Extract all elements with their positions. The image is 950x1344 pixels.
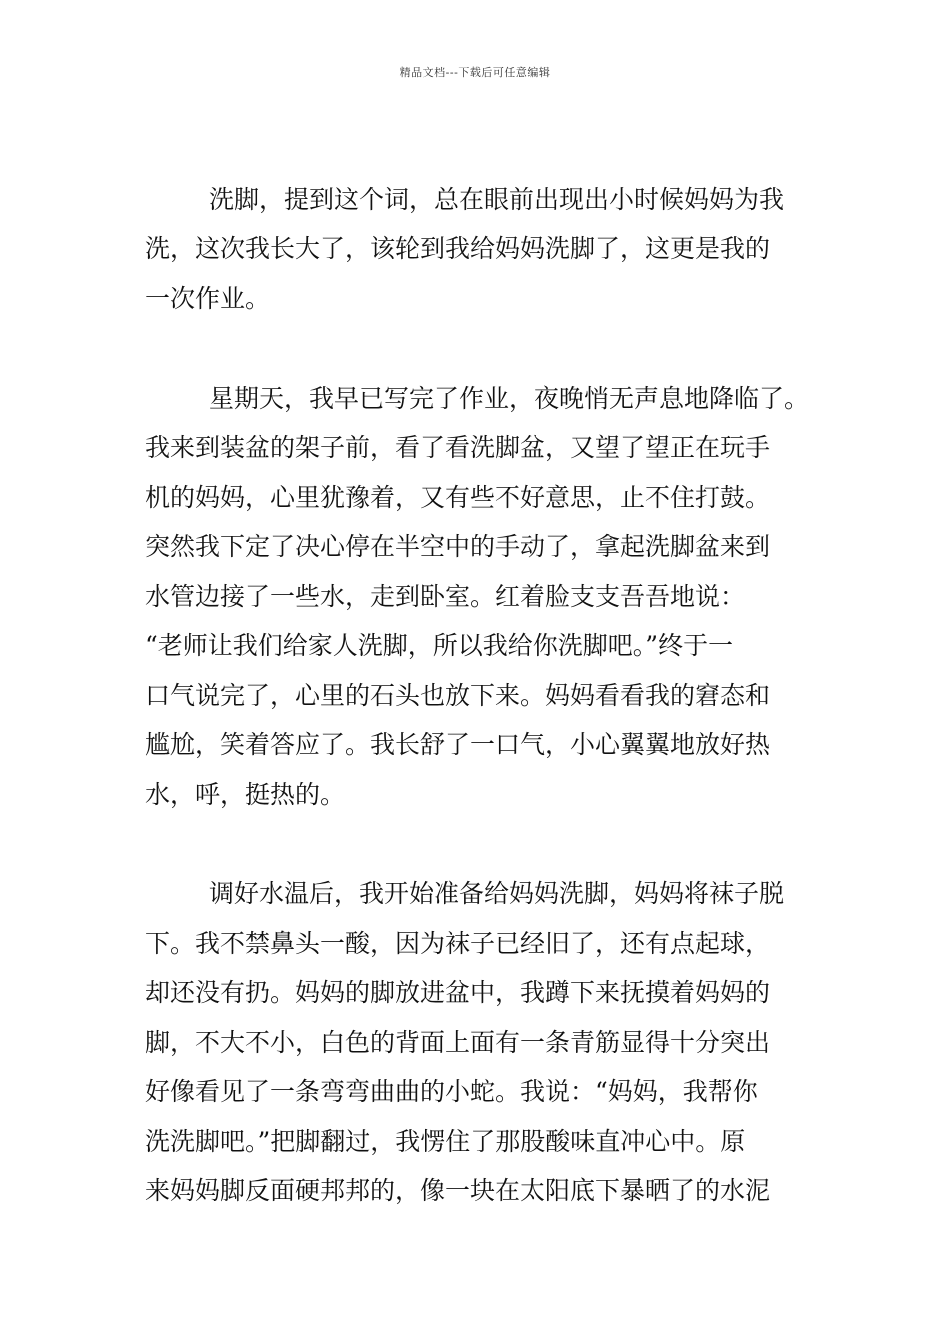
text-line: 我来到装盆的架子前，看了看洗脚盆，又望了望正在玩手 (145, 433, 771, 462)
text-line: 一次作业。 (145, 284, 271, 313)
text-line: “老师让我们给家人洗脚，所以我给你洗脚吧。”终于一 (145, 631, 734, 660)
text-line: 水管边接了一些水，走到卧室。红着脸支支吾吾地说： (145, 582, 746, 611)
text-line: 星期天，我早已写完了作业，夜晚悄无声息地降临了。 (209, 384, 810, 413)
text-line: 水，呼，挺热的。 (145, 780, 346, 809)
text-line: 突然我下定了决心停在半空中的手动了，拿起洗脚盆来到 (145, 532, 771, 561)
text-line: 好像看见了一条弯弯曲曲的小蛇。我说：“妈妈，我帮你 (145, 1077, 758, 1106)
text-line: 洗，这次我长大了，该轮到我给妈妈洗脚了，这更是我的 (145, 234, 771, 263)
text-line: 机的妈妈，心里犹豫着，又有些不好意思，止不住打鼓。 (145, 483, 771, 512)
page-header: 精品文档---下载后可任意编辑 (399, 66, 551, 79)
text-line: 口气说完了，心里的石头也放下来。妈妈看看我的窘态和 (145, 681, 771, 710)
text-line: 下。我不禁鼻头一酸，因为袜子已经旧了，还有点起球， (145, 929, 771, 958)
text-line: 来妈妈脚反面硬邦邦的，像一块在太阳底下暴晒了的水泥 (145, 1176, 771, 1205)
text-line: 调好水温后，我开始准备给妈妈洗脚，妈妈将袜子脱 (209, 879, 785, 908)
text-line: 洗洗脚吧。”把脚翻过，我愣住了那股酸味直冲心中。原 (145, 1127, 746, 1156)
text-line: 尴尬，笑着答应了。我长舒了一口气，小心翼翼地放好热 (145, 730, 771, 759)
text-line: 脚，不大不小，白色的背面上面有一条青筋显得十分突出 (145, 1028, 771, 1057)
text-line: 却还没有扔。妈妈的脚放进盆中，我蹲下来抚摸着妈妈的 (145, 978, 771, 1007)
text-line: 洗脚，提到这个词，总在眼前出现出小时候妈妈为我 (209, 185, 785, 214)
